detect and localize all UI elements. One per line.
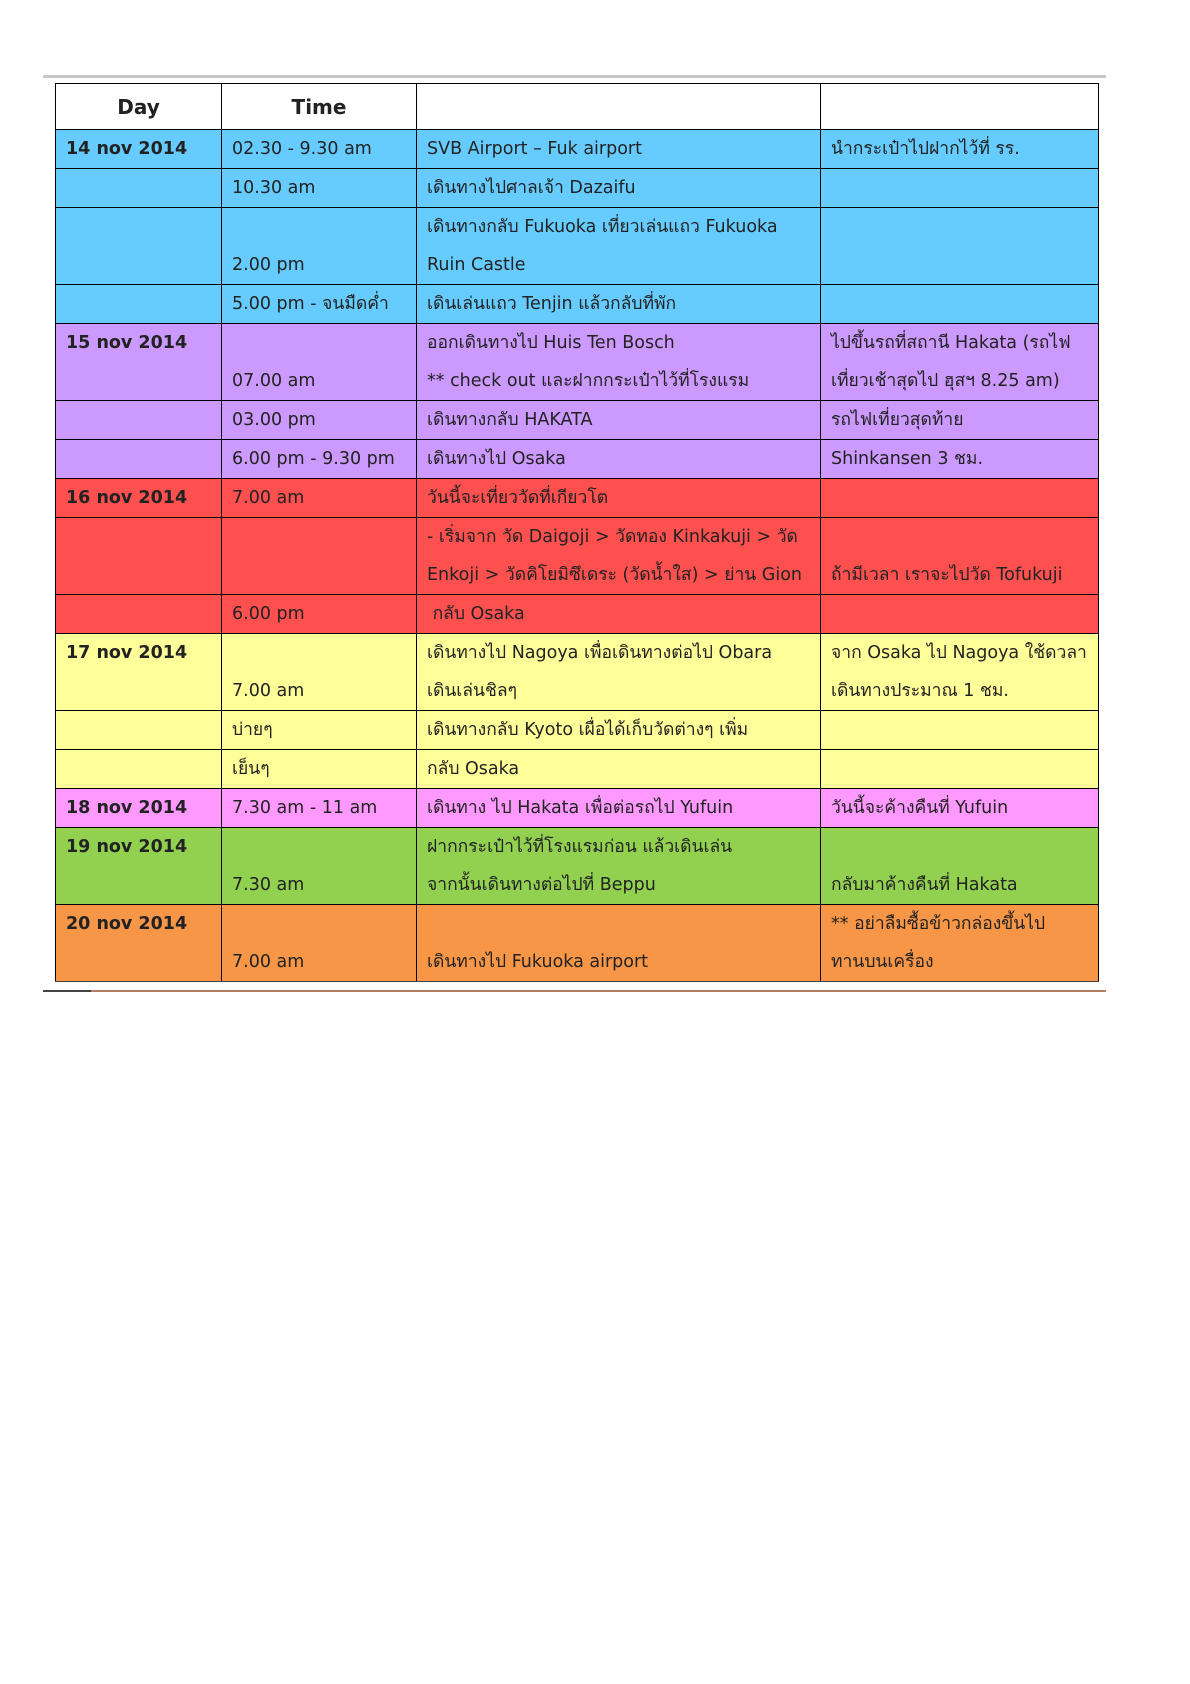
table-row xyxy=(56,711,1099,750)
table-row xyxy=(56,401,1099,440)
activity-cell xyxy=(417,789,821,828)
table-row xyxy=(56,634,1099,711)
activity-line: - เริ่มจาก วัด Daigoji > วัดทอง Kinkakuji > วัด xyxy=(427,527,798,547)
note-line: เที่ยวเช้าสุดไป ฮุสฯ 8.25 am) xyxy=(831,371,1060,391)
activity-cell xyxy=(417,595,821,634)
day-cell: 20 nov 2014 xyxy=(56,905,222,982)
itinerary-table xyxy=(55,83,1099,982)
activity-cell xyxy=(417,208,821,285)
day-cell xyxy=(56,711,222,750)
note-cell xyxy=(821,324,1099,401)
activity-line: เดินทางกลับ Fukuoka เที่ยวเล่นแถว Fukuoka xyxy=(427,217,778,237)
note-cell xyxy=(821,711,1099,750)
time-cell: 6.00 pm - 9.30 pm xyxy=(222,440,417,479)
day-cell: 15 nov 2014 xyxy=(56,324,222,401)
note-cell xyxy=(821,518,1099,595)
table-row xyxy=(56,789,1099,828)
note-cell xyxy=(821,750,1099,789)
bottom-rule xyxy=(43,990,1106,992)
time-cell: 6.00 pm xyxy=(222,595,417,634)
day-cell: 17 nov 2014 xyxy=(56,634,222,711)
activity-line: เดินทางไปศาลเจ้า Dazaifu xyxy=(427,178,636,198)
table-row xyxy=(56,905,1099,982)
activity-cell xyxy=(417,324,821,401)
day-cell xyxy=(56,208,222,285)
note-cell xyxy=(821,440,1099,479)
table-row xyxy=(56,440,1099,479)
note-cell xyxy=(821,595,1099,634)
day-cell xyxy=(56,401,222,440)
activity-line: เดินทาง ไป Hakata เพื่อต่อรถไป Yufuin xyxy=(427,798,734,818)
header-time: Time xyxy=(222,84,417,130)
activity-cell xyxy=(417,828,821,905)
activity-cell xyxy=(417,169,821,208)
top-rule xyxy=(43,75,1106,78)
note-cell xyxy=(821,208,1099,285)
note-cell xyxy=(821,828,1099,905)
day-cell: 19 nov 2014 xyxy=(56,828,222,905)
activity-cell xyxy=(417,401,821,440)
note-line: Shinkansen 3 ชม. xyxy=(831,449,984,469)
activity-line: กลับ Osaka xyxy=(427,759,520,779)
table-row xyxy=(56,324,1099,401)
table-row xyxy=(56,479,1099,518)
activity-line: เดินทางไป Fukuoka airport xyxy=(427,952,649,972)
note-cell xyxy=(821,130,1099,169)
time-cell: 7.00 am xyxy=(222,905,417,982)
table-row xyxy=(56,518,1099,595)
note-cell xyxy=(821,789,1099,828)
time-cell: 7.00 am xyxy=(222,479,417,518)
note-cell xyxy=(821,401,1099,440)
activity-line: เดินเล่นแถว Tenjin แล้วกลับที่พัก xyxy=(427,294,677,314)
activity-cell xyxy=(417,905,821,982)
day-cell xyxy=(56,518,222,595)
day-cell: 18 nov 2014 xyxy=(56,789,222,828)
note-cell xyxy=(821,479,1099,518)
activity-line: เดินเล่นชิลๆ xyxy=(427,681,517,701)
note-line: นำกระเป๋าไปฝากไว้ที่ รร. xyxy=(831,139,1020,159)
note-cell xyxy=(821,634,1099,711)
note-cell xyxy=(821,905,1099,982)
day-cell xyxy=(56,440,222,479)
table-row xyxy=(56,130,1099,169)
activity-cell xyxy=(417,634,821,711)
time-cell: 2.00 pm xyxy=(222,208,417,285)
activity-cell xyxy=(417,711,821,750)
day-cell xyxy=(56,285,222,324)
time-cell: 03.00 pm xyxy=(222,401,417,440)
note-line: จาก Osaka ไป Nagoya ใช้ดวลา xyxy=(831,643,1087,663)
time-cell: 5.00 pm - จนมืดค่ำ xyxy=(222,285,417,324)
activity-cell xyxy=(417,518,821,595)
time-cell: บ่ายๆ xyxy=(222,711,417,750)
activity-line: เดินทางไป Nagoya เพื่อเดินทางต่อไป Obara xyxy=(427,643,773,663)
activity-line: กลับ Osaka xyxy=(427,604,525,624)
bottom-rule-accent xyxy=(43,990,91,992)
day-cell xyxy=(56,595,222,634)
activity-cell xyxy=(417,479,821,518)
time-cell: 02.30 - 9.30 am xyxy=(222,130,417,169)
activity-line: ออกเดินทางไป Huis Ten Bosch xyxy=(427,333,675,353)
day-cell: 14 nov 2014 xyxy=(56,130,222,169)
table-row xyxy=(56,750,1099,789)
header-row xyxy=(56,84,1099,130)
table-row xyxy=(56,169,1099,208)
note-line: รถไฟเที่ยวสุดท้าย xyxy=(831,410,964,430)
note-line: กลับมาค้างคืนที่ Hakata xyxy=(831,875,1018,895)
note-line: วันนี้จะค้างคืนที่ Yufuin xyxy=(831,798,1009,818)
note-line: ทานบนเครื่อง xyxy=(831,952,934,972)
activity-line: เดินทางไป Osaka xyxy=(427,449,566,469)
activity-line: ** check out และฝากกระเป๋าไว้ที่โรงแรม xyxy=(427,371,750,391)
activity-line: Ruin Castle xyxy=(427,255,526,275)
note-cell xyxy=(821,169,1099,208)
table-row xyxy=(56,595,1099,634)
time-cell: 7.00 am xyxy=(222,634,417,711)
table-row xyxy=(56,285,1099,324)
activity-line: เดินทางกลับ HAKATA xyxy=(427,410,593,430)
note-line: ไปขึ้นรถที่สถานี Hakata (รถไฟ xyxy=(831,333,1071,353)
note-cell xyxy=(821,285,1099,324)
time-cell: 7.30 am xyxy=(222,828,417,905)
note-line: เดินทางประมาณ 1 ชม. xyxy=(831,681,1009,701)
activity-line: จากนั้นเดินทางต่อไปที่ Beppu xyxy=(427,875,656,895)
header-activity xyxy=(417,84,821,130)
note-line: ถ้ามีเวลา เราจะไปวัด Tofukuji xyxy=(831,565,1063,585)
activity-line: ฝากกระเป๋าไว้ที่โรงแรมก่อน แล้วเดินเล่น xyxy=(427,837,733,857)
activity-cell xyxy=(417,285,821,324)
activity-line: SVB Airport – Fuk airport xyxy=(427,139,642,159)
activity-line: เดินทางกลับ Kyoto เผื่อได้เก็บวัดต่างๆ เพิ่ม xyxy=(427,720,749,740)
header-note xyxy=(821,84,1099,130)
header-day: Day xyxy=(56,84,222,130)
activity-cell xyxy=(417,440,821,479)
activity-line: Enkoji > วัดคิโยมิซึเดระ (วัดน้ำใส) > ย่าน Gion xyxy=(427,565,803,585)
time-cell: 7.30 am - 11 am xyxy=(222,789,417,828)
day-cell xyxy=(56,169,222,208)
table-row xyxy=(56,828,1099,905)
time-cell: เย็นๆ xyxy=(222,750,417,789)
time-cell xyxy=(222,518,417,595)
activity-cell xyxy=(417,750,821,789)
time-cell: 07.00 am xyxy=(222,324,417,401)
table-row xyxy=(56,208,1099,285)
day-cell xyxy=(56,750,222,789)
activity-line: วันนี้จะเที่ยววัดที่เกียวโต xyxy=(427,488,609,508)
note-line: ** อย่าลืมซื้อข้าวกล่องขึ้นไป xyxy=(831,914,1046,934)
time-cell: 10.30 am xyxy=(222,169,417,208)
activity-cell xyxy=(417,130,821,169)
day-cell: 16 nov 2014 xyxy=(56,479,222,518)
